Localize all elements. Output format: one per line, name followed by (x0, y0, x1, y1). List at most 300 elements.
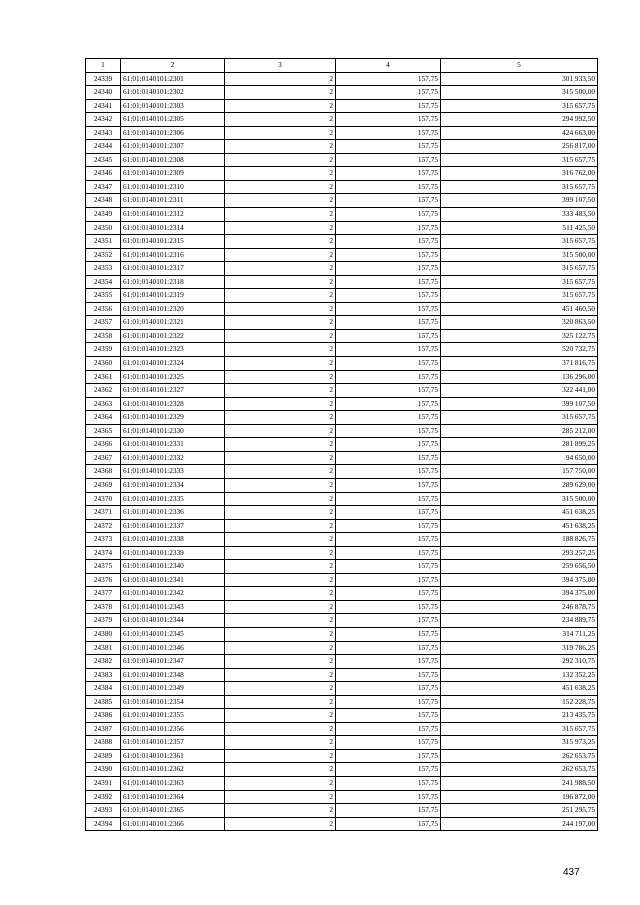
table-cell: 61:01:0140101:2366 (121, 817, 225, 831)
table-cell: 315 657,75 (441, 153, 598, 167)
table-cell: 2 (225, 329, 336, 343)
table-cell: 2 (225, 343, 336, 357)
table-cell: 24388 (86, 736, 121, 750)
table-cell: 244 197,00 (441, 817, 598, 831)
table-cell: 157,75 (336, 465, 441, 479)
table-cell: 322 441,00 (441, 384, 598, 398)
table-row (86, 86, 598, 100)
column-header: 1 (86, 59, 121, 73)
table-cell: 61:01:0140101:2361 (121, 749, 225, 763)
table-row (86, 587, 598, 601)
table-cell: 2 (225, 709, 336, 723)
header-row (86, 59, 598, 73)
table-cell: 2 (225, 546, 336, 560)
table-row (86, 641, 598, 655)
table-cell: 2 (225, 492, 336, 506)
table-cell: 371 816,75 (441, 357, 598, 371)
table-row (86, 763, 598, 777)
table-cell: 24352 (86, 248, 121, 262)
table-cell: 24353 (86, 262, 121, 276)
table-row (86, 668, 598, 682)
table-cell: 61:01:0140101:2362 (121, 763, 225, 777)
table-cell: 157,75 (336, 722, 441, 736)
table-row (86, 235, 598, 249)
table-cell: 61:01:0140101:2325 (121, 370, 225, 384)
table-row (86, 248, 598, 262)
table-cell: 157,75 (336, 329, 441, 343)
column-header: 2 (121, 59, 225, 73)
table-cell: 157,75 (336, 790, 441, 804)
table-cell: 315 500,00 (441, 86, 598, 100)
table-cell: 24344 (86, 140, 121, 154)
table-cell: 2 (225, 140, 336, 154)
table-cell: 256 817,00 (441, 140, 598, 154)
table-cell: 157,75 (336, 316, 441, 330)
table-cell: 451 638,25 (441, 519, 598, 533)
table-cell: 157,75 (336, 248, 441, 262)
table-cell: 2 (225, 817, 336, 831)
table-row (86, 153, 598, 167)
table-row (86, 411, 598, 425)
table-cell: 24371 (86, 506, 121, 520)
table-cell: 61:01:0140101:2324 (121, 357, 225, 371)
table-cell: 157,75 (336, 167, 441, 181)
table-cell: 61:01:0140101:2308 (121, 153, 225, 167)
table-cell: 61:01:0140101:2347 (121, 655, 225, 669)
table-cell: 315 657,75 (441, 180, 598, 194)
table-cell: 61:01:0140101:2365 (121, 804, 225, 818)
table-cell: 259 656,50 (441, 560, 598, 574)
table-cell: 315 500,00 (441, 248, 598, 262)
table-cell: 157,75 (336, 655, 441, 669)
table-row (86, 695, 598, 709)
table-cell: 157,75 (336, 709, 441, 723)
table-cell: 2 (225, 682, 336, 696)
table-cell: 61:01:0140101:2336 (121, 506, 225, 520)
table-row (86, 519, 598, 533)
table-cell: 24375 (86, 560, 121, 574)
table-cell: 61:01:0140101:2340 (121, 560, 225, 574)
table-row (86, 208, 598, 222)
table-cell: 61:01:0140101:2338 (121, 533, 225, 547)
table-cell: 2 (225, 641, 336, 655)
table-cell: 451 638,25 (441, 506, 598, 520)
table-cell: 262 653,75 (441, 763, 598, 777)
table-cell: 61:01:0140101:2345 (121, 627, 225, 641)
table-row (86, 627, 598, 641)
table-cell: 157,75 (336, 86, 441, 100)
table-cell: 61:01:0140101:2319 (121, 289, 225, 303)
table-cell: 157,75 (336, 424, 441, 438)
table-cell: 2 (225, 384, 336, 398)
page-number: 437 (563, 867, 580, 878)
table-row (86, 126, 598, 140)
table-cell: 2 (225, 316, 336, 330)
table-cell: 157,75 (336, 208, 441, 222)
table-cell: 61:01:0140101:2314 (121, 221, 225, 235)
table-row (86, 438, 598, 452)
table-cell: 2 (225, 424, 336, 438)
table-cell: 451 460,50 (441, 302, 598, 316)
table-cell: 2 (225, 695, 336, 709)
table-cell: 2 (225, 478, 336, 492)
table-cell: 2 (225, 357, 336, 371)
table-cell: 2 (225, 668, 336, 682)
table-cell: 24339 (86, 72, 121, 86)
table-cell: 157,75 (336, 262, 441, 276)
table-cell: 61:01:0140101:2311 (121, 194, 225, 208)
table-cell: 24354 (86, 275, 121, 289)
table-cell: 24355 (86, 289, 121, 303)
table-cell: 157,75 (336, 817, 441, 831)
table-cell: 24385 (86, 695, 121, 709)
table-cell: 61:01:0140101:2333 (121, 465, 225, 479)
table-row (86, 343, 598, 357)
table-cell: 61:01:0140101:2306 (121, 126, 225, 140)
table-row (86, 573, 598, 587)
table-cell: 2 (225, 776, 336, 790)
table-cell: 157,75 (336, 235, 441, 249)
table-cell: 2 (225, 194, 336, 208)
table-cell: 157,75 (336, 736, 441, 750)
table-cell: 157,75 (336, 600, 441, 614)
table-cell: 24343 (86, 126, 121, 140)
table-cell: 24389 (86, 749, 121, 763)
table-cell: 24351 (86, 235, 121, 249)
table-row (86, 722, 598, 736)
table-cell: 2 (225, 262, 336, 276)
table-cell: 2 (225, 600, 336, 614)
table-cell: 24387 (86, 722, 121, 736)
table-cell: 61:01:0140101:2344 (121, 614, 225, 628)
table-cell: 24341 (86, 99, 121, 113)
table-cell: 61:01:0140101:2327 (121, 384, 225, 398)
table-cell: 234 889,75 (441, 614, 598, 628)
table-cell: 24394 (86, 817, 121, 831)
table-cell: 61:01:0140101:2363 (121, 776, 225, 790)
table-cell: 157,75 (336, 573, 441, 587)
table-cell: 24363 (86, 397, 121, 411)
table-cell: 24390 (86, 763, 121, 777)
table-cell: 315 657,75 (441, 275, 598, 289)
table-cell: 24345 (86, 153, 121, 167)
table-row (86, 357, 598, 371)
table-cell: 2 (225, 275, 336, 289)
table-cell: 24392 (86, 790, 121, 804)
table-row (86, 655, 598, 669)
table-cell: 24366 (86, 438, 121, 452)
table-cell: 24342 (86, 113, 121, 127)
table-cell: 24372 (86, 519, 121, 533)
table-cell: 157,75 (336, 180, 441, 194)
table-cell: 61:01:0140101:2346 (121, 641, 225, 655)
table-cell: 157,75 (336, 113, 441, 127)
table-cell: 61:01:0140101:2329 (121, 411, 225, 425)
table-cell: 61:01:0140101:2341 (121, 573, 225, 587)
table-cell: 24373 (86, 533, 121, 547)
table-cell: 315 500,00 (441, 492, 598, 506)
table-cell: 61:01:0140101:2334 (121, 478, 225, 492)
table-cell: 292 310,75 (441, 655, 598, 669)
table-row (86, 451, 598, 465)
table-cell: 2 (225, 614, 336, 628)
table-cell: 157,75 (336, 302, 441, 316)
table-cell: 2 (225, 248, 336, 262)
table-cell: 61:01:0140101:2355 (121, 709, 225, 723)
table-cell: 136 296,00 (441, 370, 598, 384)
table-cell: 157,75 (336, 221, 441, 235)
table-cell: 319 786,25 (441, 641, 598, 655)
table-row (86, 99, 598, 113)
table-cell: 61:01:0140101:2303 (121, 99, 225, 113)
table-cell: 2 (225, 167, 336, 181)
table-cell: 2 (225, 397, 336, 411)
table-cell: 61:01:0140101:2330 (121, 424, 225, 438)
table-cell: 61:01:0140101:2356 (121, 722, 225, 736)
table-cell: 157,75 (336, 533, 441, 547)
table-cell: 61:01:0140101:2354 (121, 695, 225, 709)
table-cell: 2 (225, 153, 336, 167)
table-cell: 157,75 (336, 519, 441, 533)
table-cell: 2 (225, 655, 336, 669)
table-cell: 394 375,00 (441, 573, 598, 587)
table-cell: 24340 (86, 86, 121, 100)
table-row (86, 804, 598, 818)
table-cell: 157,75 (336, 478, 441, 492)
table-cell: 157,75 (336, 776, 441, 790)
table-cell: 333 483,50 (441, 208, 598, 222)
table-cell: 61:01:0140101:2364 (121, 790, 225, 804)
table-cell: 24348 (86, 194, 121, 208)
table-cell: 24346 (86, 167, 121, 181)
table-cell: 2 (225, 72, 336, 86)
table-cell: 157,75 (336, 506, 441, 520)
table-cell: 2 (225, 438, 336, 452)
table-cell: 61:01:0140101:2301 (121, 72, 225, 86)
table-cell: 315 973,25 (441, 736, 598, 750)
table-cell: 2 (225, 587, 336, 601)
table-row (86, 316, 598, 330)
table-cell: 24347 (86, 180, 121, 194)
table-row (86, 180, 598, 194)
table-cell: 315 657,75 (441, 99, 598, 113)
table-cell: 157,75 (336, 668, 441, 682)
table-cell: 2 (225, 302, 336, 316)
table-row (86, 275, 598, 289)
column-header: 3 (225, 59, 336, 73)
table-cell: 2 (225, 113, 336, 127)
table-cell: 61:01:0140101:2357 (121, 736, 225, 750)
table-cell: 24359 (86, 343, 121, 357)
table-cell: 157,75 (336, 140, 441, 154)
table-cell: 24364 (86, 411, 121, 425)
table-row (86, 302, 598, 316)
table-cell: 24370 (86, 492, 121, 506)
table-cell: 251 295,75 (441, 804, 598, 818)
table-cell: 61:01:0140101:2317 (121, 262, 225, 276)
table-cell: 451 638,25 (441, 682, 598, 696)
table-cell: 293 257,25 (441, 546, 598, 560)
table-cell: 157,75 (336, 194, 441, 208)
table-cell: 24356 (86, 302, 121, 316)
table-cell: 315 657,75 (441, 235, 598, 249)
table-cell: 315 657,75 (441, 411, 598, 425)
table-cell: 394 375,00 (441, 587, 598, 601)
table-row (86, 384, 598, 398)
table-cell: 246 878,75 (441, 600, 598, 614)
table-cell: 511 425,50 (441, 221, 598, 235)
table-cell: 2 (225, 465, 336, 479)
table-cell: 157,75 (336, 546, 441, 560)
table-cell: 2 (225, 99, 336, 113)
table-cell: 61:01:0140101:2302 (121, 86, 225, 100)
table-row (86, 776, 598, 790)
table-row (86, 424, 598, 438)
table-cell: 24376 (86, 573, 121, 587)
table-cell: 2 (225, 533, 336, 547)
table-cell: 262 653,75 (441, 749, 598, 763)
table-cell: 61:01:0140101:2305 (121, 113, 225, 127)
table-cell: 325 122,75 (441, 329, 598, 343)
table-cell: 24393 (86, 804, 121, 818)
table-row (86, 397, 598, 411)
table-cell: 94 650,00 (441, 451, 598, 465)
table-row (86, 370, 598, 384)
table-cell: 24374 (86, 546, 121, 560)
table-cell: 315 657,75 (441, 262, 598, 276)
table-cell: 61:01:0140101:2318 (121, 275, 225, 289)
table-cell: 24377 (86, 587, 121, 601)
table-row (86, 478, 598, 492)
table-cell: 188 826,75 (441, 533, 598, 547)
table-cell: 316 762,00 (441, 167, 598, 181)
table-cell: 24350 (86, 221, 121, 235)
table-cell: 61:01:0140101:2322 (121, 329, 225, 343)
table-cell: 24367 (86, 451, 121, 465)
table-row (86, 533, 598, 547)
table-cell: 424 663,00 (441, 126, 598, 140)
table-cell: 2 (225, 749, 336, 763)
table-cell: 289 629,00 (441, 478, 598, 492)
table-cell: 61:01:0140101:2328 (121, 397, 225, 411)
table-body (86, 72, 598, 831)
table-cell: 301 933,50 (441, 72, 598, 86)
table-cell: 24378 (86, 600, 121, 614)
table-cell: 24380 (86, 627, 121, 641)
table-cell: 2 (225, 289, 336, 303)
table-cell: 61:01:0140101:2331 (121, 438, 225, 452)
table-cell: 61:01:0140101:2315 (121, 235, 225, 249)
table-cell: 2 (225, 790, 336, 804)
table-cell: 61:01:0140101:2349 (121, 682, 225, 696)
table-cell: 24384 (86, 682, 121, 696)
table-cell: 24369 (86, 478, 121, 492)
column-header: 4 (336, 59, 441, 73)
table-row (86, 329, 598, 343)
table-cell: 24379 (86, 614, 121, 628)
table-cell: 24349 (86, 208, 121, 222)
data-table (85, 58, 598, 831)
table-cell: 314 711,25 (441, 627, 598, 641)
table-cell: 61:01:0140101:2307 (121, 140, 225, 154)
table-row (86, 817, 598, 831)
table-cell: 2 (225, 411, 336, 425)
table-cell: 157,75 (336, 695, 441, 709)
table-cell: 157,75 (336, 749, 441, 763)
table-cell: 2 (225, 506, 336, 520)
table-cell: 24361 (86, 370, 121, 384)
table-row (86, 600, 598, 614)
table-cell: 157,75 (336, 99, 441, 113)
table-cell: 157,75 (336, 397, 441, 411)
table-cell: 61:01:0140101:2310 (121, 180, 225, 194)
table-cell: 132 352,25 (441, 668, 598, 682)
table-cell: 320 863,50 (441, 316, 598, 330)
table-row (86, 546, 598, 560)
table-cell: 61:01:0140101:2316 (121, 248, 225, 262)
table-cell: 2 (225, 180, 336, 194)
table-row (86, 492, 598, 506)
table-cell: 157,75 (336, 560, 441, 574)
table-row (86, 140, 598, 154)
table-cell: 2 (225, 86, 336, 100)
table-cell: 157,75 (336, 289, 441, 303)
table-cell: 157,75 (336, 627, 441, 641)
table-cell: 157,75 (336, 438, 441, 452)
table-cell: 281 899,25 (441, 438, 598, 452)
table-cell: 2 (225, 208, 336, 222)
table-cell: 2 (225, 519, 336, 533)
table-cell: 157,75 (336, 804, 441, 818)
table-cell: 157,75 (336, 587, 441, 601)
table-cell: 196 872,00 (441, 790, 598, 804)
column-header: 5 (441, 59, 598, 73)
table-cell: 2 (225, 126, 336, 140)
table-cell: 2 (225, 804, 336, 818)
table-cell: 61:01:0140101:2321 (121, 316, 225, 330)
table-cell: 157,75 (336, 411, 441, 425)
table-cell: 24368 (86, 465, 121, 479)
table-cell: 61:01:0140101:2339 (121, 546, 225, 560)
table-row (86, 709, 598, 723)
table-cell: 157,75 (336, 153, 441, 167)
table-cell: 315 657,75 (441, 722, 598, 736)
table-row (86, 749, 598, 763)
table-cell: 24386 (86, 709, 121, 723)
table-cell: 157,75 (336, 343, 441, 357)
table-cell: 2 (225, 370, 336, 384)
table-cell: 24362 (86, 384, 121, 398)
table-cell: 2 (225, 627, 336, 641)
table-cell: 157 750,00 (441, 465, 598, 479)
table-cell: 157,75 (336, 492, 441, 506)
table-cell: 2 (225, 235, 336, 249)
table-row (86, 560, 598, 574)
table-cell: 2 (225, 722, 336, 736)
table-cell: 61:01:0140101:2337 (121, 519, 225, 533)
table-cell: 315 657,75 (441, 289, 598, 303)
table-cell: 157,75 (336, 275, 441, 289)
table-row (86, 682, 598, 696)
table-cell: 157,75 (336, 72, 441, 86)
table-row (86, 221, 598, 235)
table-cell: 157,75 (336, 614, 441, 628)
table-cell: 157,75 (336, 370, 441, 384)
table-row (86, 614, 598, 628)
table-cell: 61:01:0140101:2309 (121, 167, 225, 181)
table-cell: 285 212,00 (441, 424, 598, 438)
table-cell: 2 (225, 573, 336, 587)
